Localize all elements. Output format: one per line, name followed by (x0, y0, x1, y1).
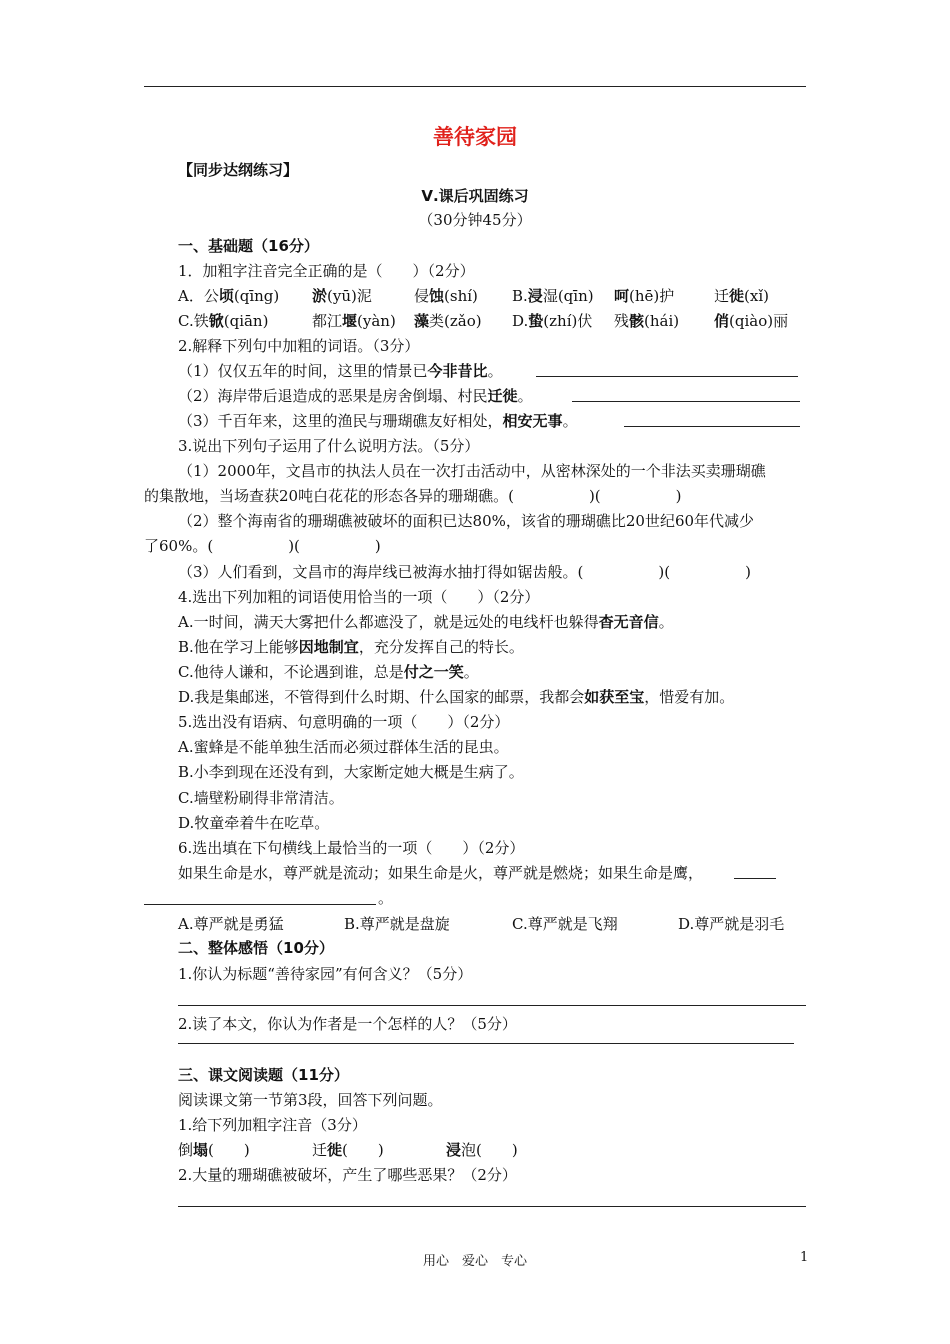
header-rule (144, 86, 806, 87)
part3-q1: 1.给下列加粗字注音（3分） (178, 1116, 367, 1134)
q5-option-b: B.小李到现在还没有到，大家断定她大概是生病了。 (178, 763, 524, 781)
q1-option-a3: 侵蚀(shí) (414, 287, 478, 305)
q1-option-a1: A．公顷(qīng) (178, 287, 280, 305)
part2-q2-answer-line[interactable] (178, 1043, 794, 1044)
page-number: 1 (800, 1250, 809, 1265)
part3-q2-answer-line[interactable] (178, 1206, 806, 1207)
q5-stem: 5.选出没有语病、句意明确的一项（ ）（2分） (178, 713, 510, 731)
q1-option-c1: C.铁锨(qiān) (178, 312, 269, 330)
time-note: （30分钟45分） (418, 211, 532, 229)
part3-heading: 三、课文阅读题（11分） (178, 1066, 349, 1084)
q1-option-a2: 淤(yū)泥 (312, 287, 372, 305)
q2-answer-line-1[interactable] (536, 376, 798, 377)
q1-option-c2: 都江堰(yàn) (312, 312, 396, 330)
subtitle: Ⅴ.课后巩固练习 (421, 187, 529, 205)
q1-option-b2: 呵(hē)护 (614, 287, 675, 305)
q1-option-d3: 俏(qiào)丽 (714, 312, 789, 330)
q6-stem: 6.选出填在下句横线上最恰当的一项（ ）（2分） (178, 839, 525, 857)
page-title: 善待家园 (433, 125, 517, 149)
q4-option-b: B.他在学习上能够因地制宜，充分发挥自己的特长。 (178, 638, 524, 656)
q1-option-b1: B.浸湿(qīn) (512, 287, 594, 305)
q6-period: 。 (378, 889, 394, 907)
q3-para3: （3）人们看到，文昌市的海岸线已被海水抽打得如锯齿般。( )( ) (178, 563, 751, 581)
q2-stem: 2.解释下列句中加粗的词语。（3分） (178, 337, 420, 355)
q4-option-d: D.我是集邮迷，不管得到什么时期、什么国家的邮票，我都会如获至宝，惜爱有加。 (178, 688, 735, 706)
q3-stem: 3.说出下列句子运用了什么说明方法。（5分） (178, 437, 480, 455)
footer-motto: 用心 爱心 专心 (422, 1254, 527, 1269)
section-tag: 【同步达纲练习】 (178, 161, 299, 179)
q6-option-d: D.尊严就是羽毛 (678, 915, 785, 933)
part3-q2: 2.大量的珊瑚礁被破坏，产生了哪些恶果？（2分） (178, 1166, 517, 1184)
q5-option-d: D.牧童牵着牛在吃草。 (178, 814, 330, 832)
q2-answer-line-2[interactable] (572, 401, 800, 402)
part3-q1-item-1: 倒塌( ) (178, 1141, 250, 1159)
q2-item-3: （3）千百年来，这里的渔民与珊瑚礁友好相处，相安无事。 (178, 412, 578, 430)
q3-para1-line1: （1）2000年，文昌市的执法人员在一次打击活动中，从密林深处的一个非法买卖珊瑚礁 (178, 462, 766, 480)
q2-item-1: （1）仅仅五年的时间，这里的情景已今非昔比。 (178, 362, 503, 380)
q4-stem: 4.选出下列加粗的词语使用恰当的一项（ ）（2分） (178, 588, 540, 606)
q2-answer-line-3[interactable] (624, 426, 800, 427)
q1-stem: 1．加粗字注音完全正确的是（ ）（2分） (178, 262, 475, 280)
q1-option-d2: 残骸(hái) (614, 312, 680, 330)
part3-intro: 阅读课文第一节第3段，回答下列问题。 (178, 1091, 443, 1109)
part2-heading: 二、整体感悟（10分） (178, 939, 334, 957)
part3-q1-item-3: 浸泡( ) (446, 1141, 518, 1159)
q6-sentence: 如果生命是水，尊严就是流动；如果生命是火，尊严就是燃烧；如果生命是鹰， (178, 864, 704, 882)
q1-option-d1: D.蛰(zhí)伏 (512, 312, 593, 330)
q6-blank-2[interactable] (144, 904, 376, 905)
part2-q1: 1.你认为标题“善待家园”有何含义？（5分） (178, 965, 473, 983)
q4-option-c: C.他待人谦和，不论遇到谁，总是付之一笑。 (178, 663, 479, 681)
q1-option-b3: 迁徙(xǐ) (714, 287, 769, 305)
part1-heading: 一、基础题（16分） (178, 237, 319, 255)
q6-option-a: A.尊严就是勇猛 (178, 915, 284, 933)
part2-q1-answer-line[interactable] (178, 1005, 806, 1006)
q5-option-a: A.蜜蜂是不能单独生活而必须过群体生活的昆虫。 (178, 738, 509, 756)
q4-option-a: A.一时间，满天大雾把什么都遮没了，就是远处的电线杆也躲得杳无音信。 (178, 613, 674, 631)
q5-option-c: C.墙壁粉刷得非常清洁。 (178, 789, 344, 807)
q3-para2-line2: 了60%。( )( ) (144, 537, 381, 555)
q6-option-c: C.尊严就是飞翔 (512, 915, 618, 933)
q6-blank-1[interactable] (734, 878, 776, 879)
q6-option-b: B.尊严就是盘旋 (344, 915, 450, 933)
q3-para1-line2: 的集散地，当场查获20吨白花花的形态各异的珊瑚礁。( )( ) (144, 487, 682, 505)
q3-para2-line1: （2）整个海南省的珊瑚礁被破坏的面积已达80%，该省的珊瑚礁比20世纪60年代减少 (178, 512, 755, 530)
q1-option-c3: 藻类(zǎo) (414, 312, 482, 330)
part2-q2: 2.读了本文，你认为作者是一个怎样的人？（5分） (178, 1015, 517, 1033)
q2-item-2: （2）海岸带后退造成的恶果是房舍倒塌、村民迁徙。 (178, 387, 533, 405)
part3-q1-item-2: 迁徙( ) (312, 1141, 384, 1159)
